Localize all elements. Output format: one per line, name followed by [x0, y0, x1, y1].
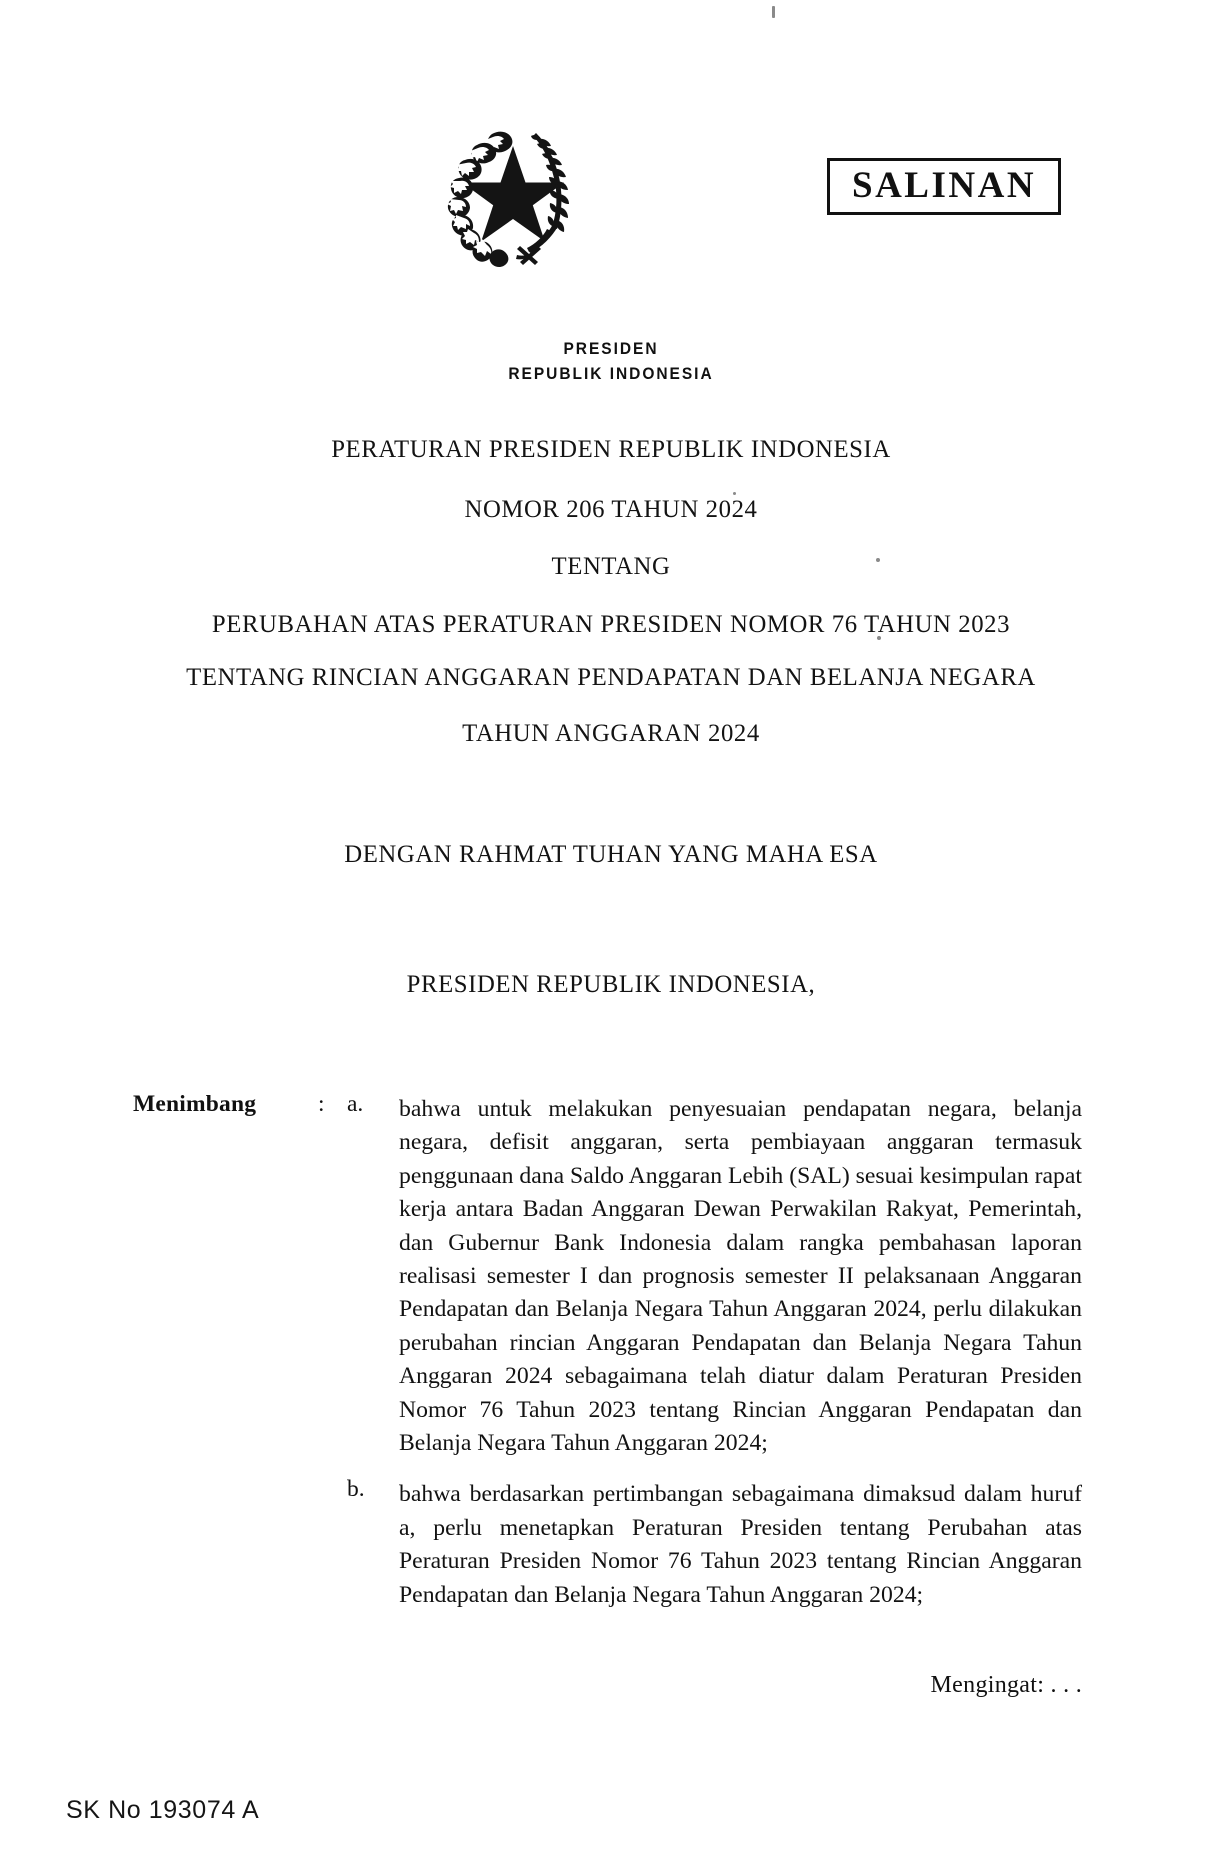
title-line-4: PERUBAHAN ATAS PERATURAN PRESIDEN NOMOR 76 TAHUN 2023 [211, 608, 1011, 638]
considering-letter-a: a. [347, 1091, 364, 1117]
next-section-indicator: Mengingat: . . . [930, 1672, 1082, 1698]
title-line-6: TAHUN ANGGARAN 2024 [462, 717, 760, 747]
considering-colon: : [318, 1091, 325, 1117]
considering-text-a: bahwa untuk melakukan penyesuaian pendapatan negara, belanja negara, defisit anggaran, serta pembiayaan anggaran termasuk penggunaan dana Saldo Anggaran Lebih (SAL) sesuai kesimpulan rapat kerja antara Badan Anggaran Dewan Perwakilan Rakyat, Pemerintah, dan Gubernur Bank Indonesia dalam rangka pembahasan laporan realisasi semester I dan prognosis semester II pelaksanaan Anggaran Pendapatan dan Belanja Negara Tahun Anggaran 2024, perlu dilakukan perubahan rincian Anggaran Pendapatan dan Belanja Negara Tahun Anggaran 2024 sebagaimana telah diatur dalam Peraturan Presiden Nomor 76 Tahun 2023 tentang Rincian Anggaran Pendapatan dan Belanja Negara Tahun Anggaran 2024; [399, 1096, 1082, 1457]
title-line-5: TENTANG RINCIAN ANGGARAN PENDAPATAN DAN BELANJA NEGARA [186, 662, 1036, 691]
title-line-2: NOMOR 206 TAHUN 2024 [464, 493, 758, 523]
blessing-line: DENGAN RAHMAT TUHAN YANG MAHA ESA [344, 839, 878, 868]
scan-speck [772, 6, 775, 18]
sk-number-footer: SK No 193074 A [66, 1796, 260, 1824]
considering-item-a [0, 1093, 1222, 1460]
signatory-line: PRESIDEN REPUBLIK INDONESIA, [406, 968, 816, 998]
institution-line-2: REPUBLIK INDONESIA [508, 365, 714, 384]
garuda-star-emblem-icon [432, 118, 594, 270]
document-title-block [0, 436, 1222, 996]
salinan-label: SALINAN [852, 165, 1037, 206]
considering-text-b: bahwa berdasarkan pertimbangan sebagaimana dimaksud dalam huruf a, perlu menetapkan Peraturan Presiden tentang Perubahan atas Peraturan Presiden Nomor 76 Tahun 2023 tentang Rincian Anggaran Pendapatan dan Belanja Negara Tahun Anggaran 2024; [399, 1481, 1082, 1608]
institution-header [37, 337, 1186, 387]
salinan-stamp [827, 158, 1061, 215]
considering-letter-b: b. [347, 1476, 365, 1503]
institution-line-1: PRESIDEN [563, 340, 659, 358]
title-line-1: PERATURAN PRESIDEN REPUBLIK INDONESIA [331, 434, 891, 463]
document-header [0, 118, 1222, 278]
considering-section [0, 1093, 1222, 1612]
considering-item-b [0, 1478, 1222, 1612]
considering-label: Menimbang [133, 1091, 257, 1117]
title-line-3: TENTANG [551, 551, 671, 580]
